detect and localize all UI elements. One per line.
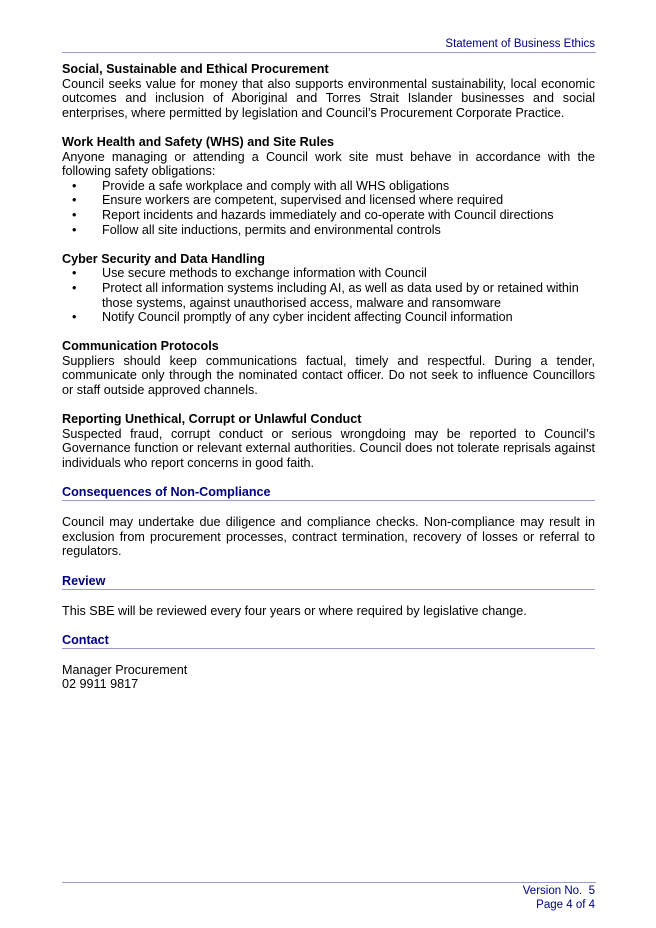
contact-name: Manager Procurement	[62, 662, 188, 677]
whs-text: Anyone managing or attending a Council work site must behave in accordance with the following safety obligations:	[62, 149, 595, 179]
review-text: This SBE will be reviewed every four years or where required by legislative change.	[62, 603, 527, 618]
list-item: • Report incidents and hazards immediately and co-operate with Council directions	[62, 208, 595, 223]
cyber-list	[62, 266, 595, 324]
communication-heading: Communication Protocols	[62, 339, 219, 354]
procurement-heading: Social, Sustainable and Ethical Procurement	[62, 62, 329, 76]
reporting-heading: Reporting Unethical, Corrupt or Unlawful Conduct	[62, 412, 362, 427]
communication-text: Suppliers should keep communications factual, timely and respectful. During a tender, communicate only through the nominated contact officer. Do not seek to influence Councillors or staff outside approved channels.	[62, 353, 595, 398]
consequences-text: Council may undertake due diligence and compliance checks. Non-compliance may result in exclusion from procurement processes, contract termination, recovery of losses or referral to regulators.	[62, 515, 595, 559]
list-item: • Use secure methods to exchange information with Council	[62, 266, 595, 281]
consequences-heading: Consequences of Non-Compliance	[62, 485, 595, 501]
whs-heading: Work Health and Safety (WHS) and Site Rules	[62, 134, 334, 149]
review-heading: Review	[62, 574, 595, 590]
list-item: • Protect all information systems including AI, as well as data used by or retained within those systems, against unauthorised access, malware and ransomware	[62, 281, 595, 310]
version-number: Version No. 5	[522, 885, 595, 897]
running-header: Statement of Business Ethics	[445, 38, 595, 50]
cyber-heading: Cyber Security and Data Handling	[62, 251, 265, 266]
contact-heading: Contact	[62, 633, 595, 649]
list-item: • Follow all site inductions, permits and environmental controls	[62, 223, 595, 238]
page-number: Page 4 of 4	[536, 898, 595, 911]
list-item: • Provide a safe workplace and comply with all WHS obligations	[62, 179, 595, 194]
contact-phone: 02 9911 9817	[62, 677, 139, 692]
whs-list	[62, 179, 595, 237]
list-item: • Ensure workers are competent, supervised and licensed where required	[62, 193, 595, 208]
header-rule	[62, 52, 596, 53]
list-item: • Notify Council promptly of any cyber incident affecting Council information	[62, 310, 595, 325]
footer-rule	[62, 882, 596, 883]
reporting-text: Suspected fraud, corrupt conduct or serious wrongdoing may be reported to Council’s Governance function or relevant external authorities. Council does not tolerate reprisals against individuals who report concerns in good faith.	[62, 426, 595, 471]
running-footer	[62, 885, 595, 912]
procurement-text: Council seeks value for money that also supports environmental sustainability, local economic outcomes and inclusion of Aboriginal and Torres Strait Islander businesses and social enterprises, where permitted by legislation and Council’s Procurement Corporate Practice.	[62, 76, 595, 120]
document-body	[62, 62, 595, 692]
